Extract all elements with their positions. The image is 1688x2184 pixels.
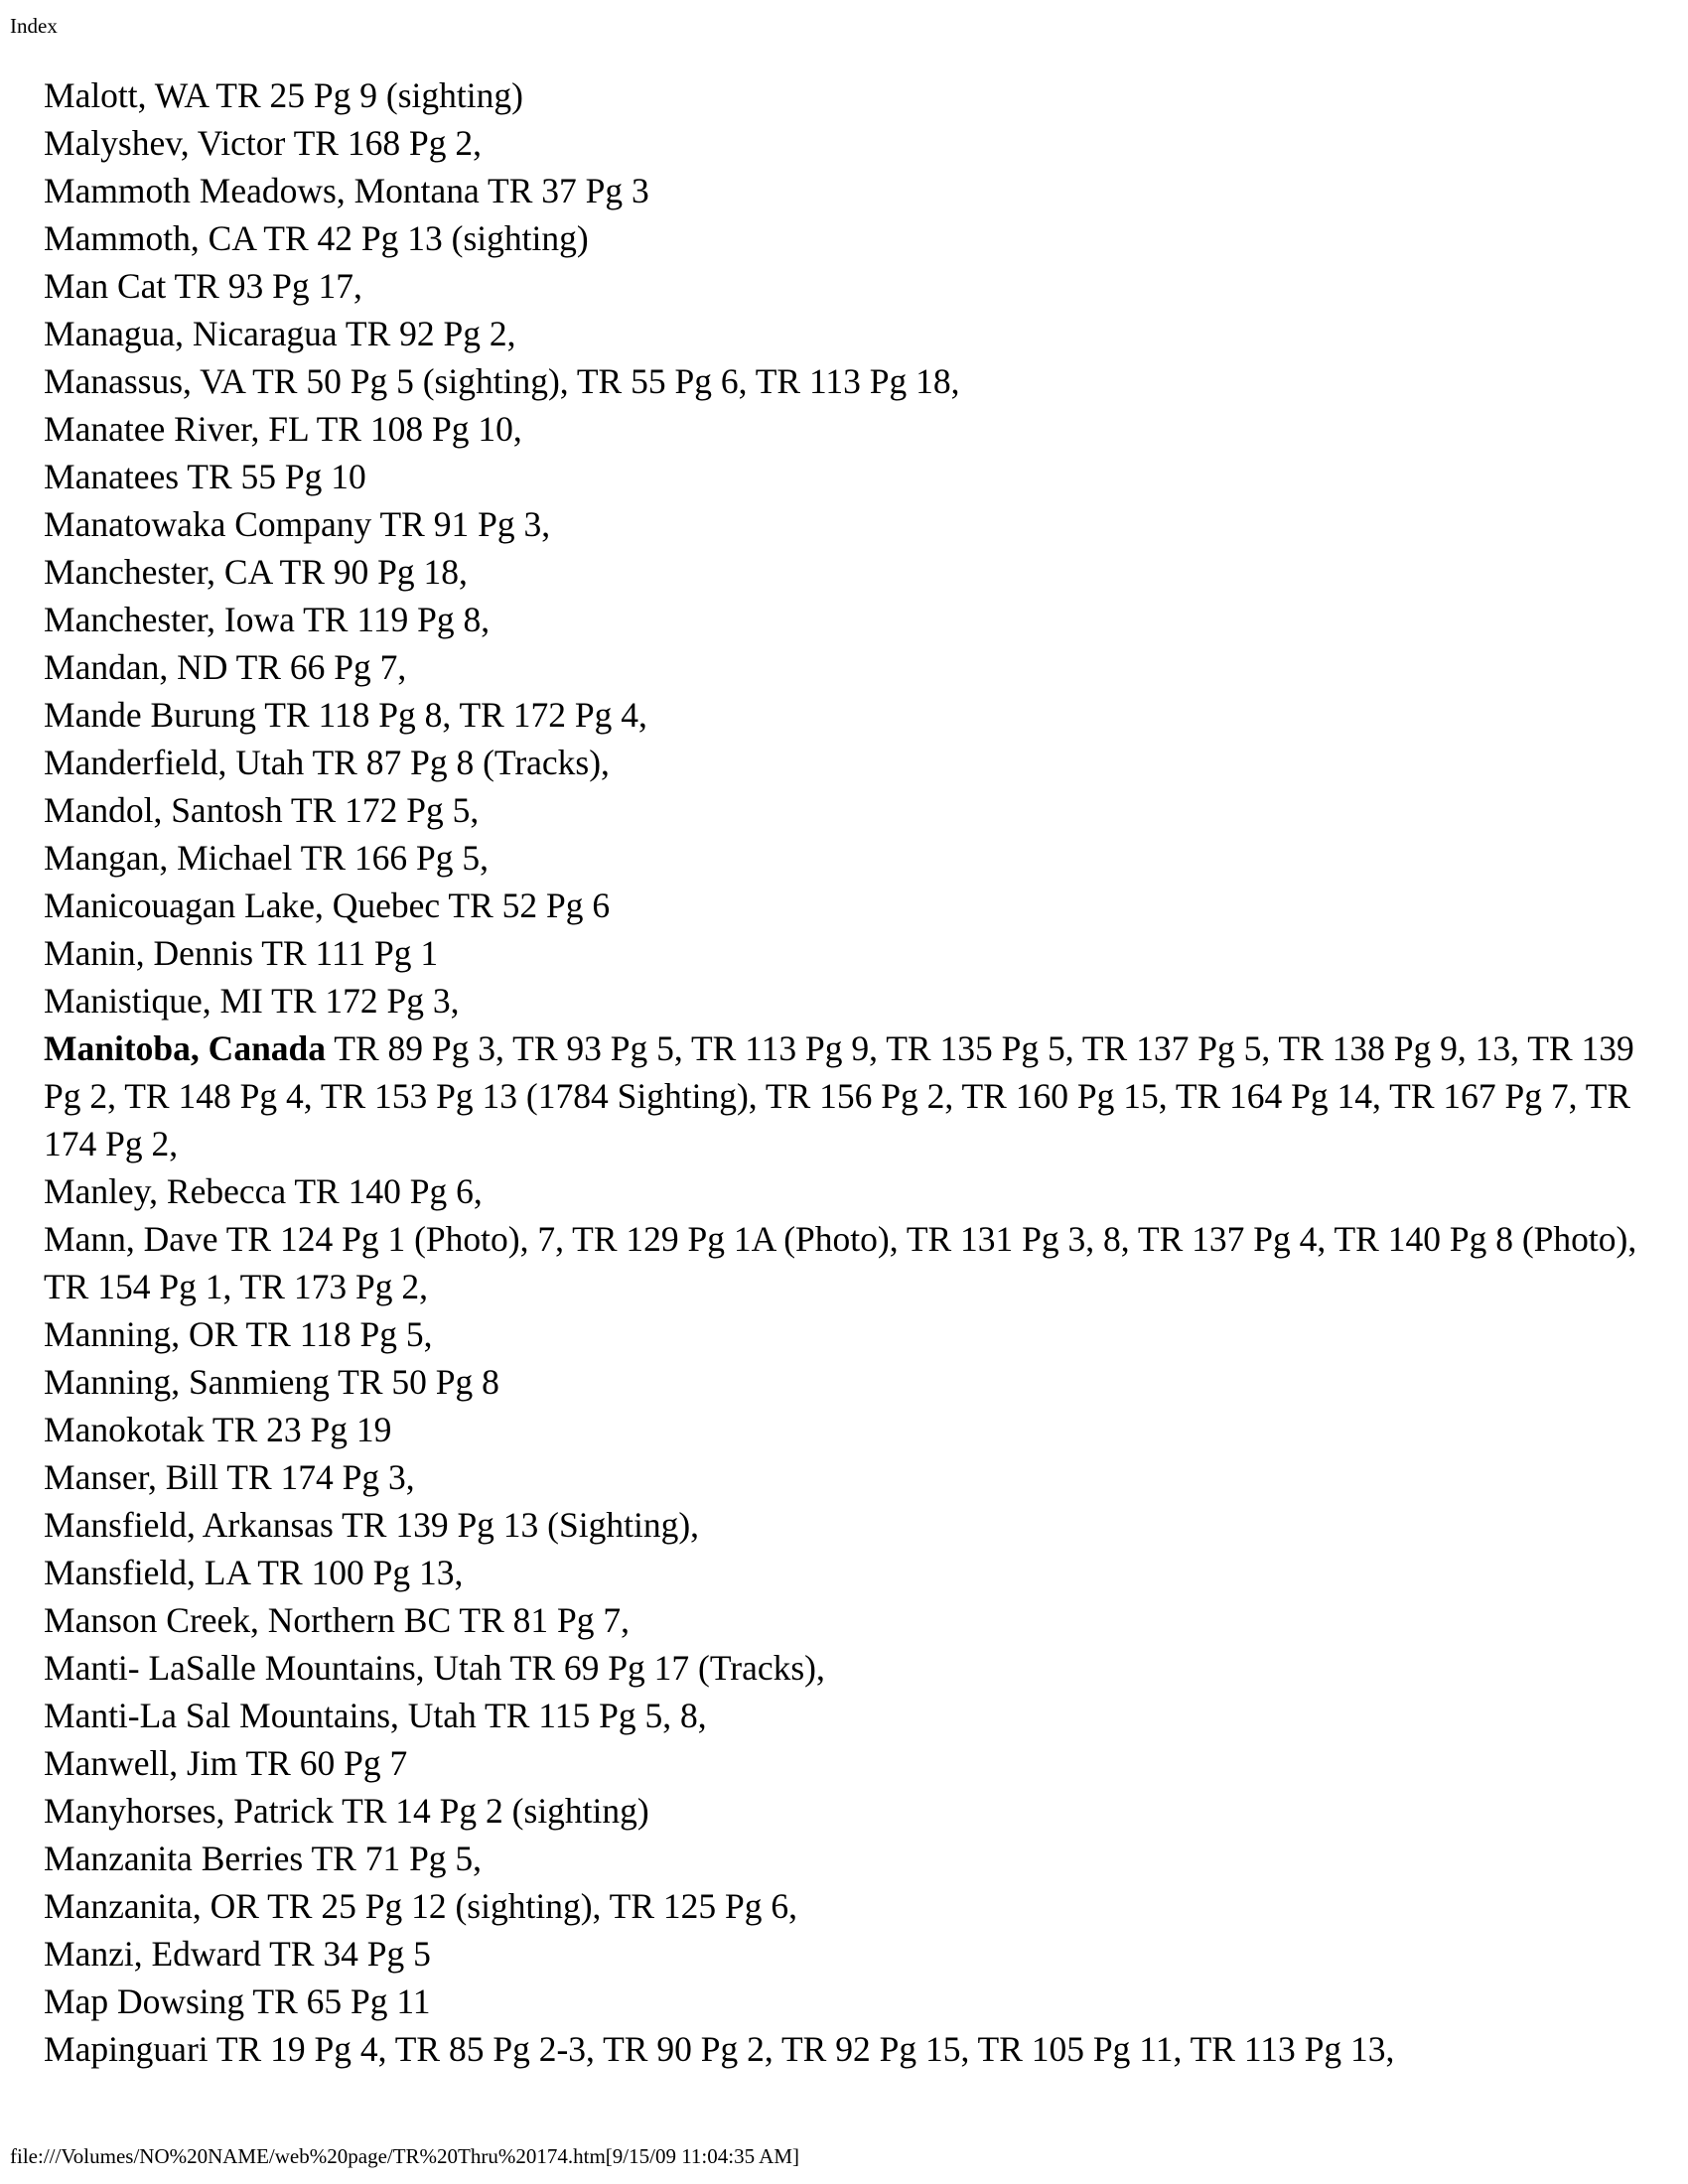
index-entry-references: , Utah TR 69 Pg 17 (Tracks), [415, 1648, 825, 1688]
index-entry [44, 1215, 1654, 1310]
index-entry-term: Manti-La Sal Mountains [44, 1696, 391, 1735]
index-entry [44, 1596, 1654, 1644]
index-entry-references: , Santosh TR 172 Pg 5, [153, 790, 480, 830]
index-entry-term: Manitoba, Canada [44, 1028, 327, 1068]
index-entry-term: Manistique [44, 981, 203, 1021]
index-entry [44, 1549, 1654, 1596]
index-entry-term: Mansfield [44, 1505, 187, 1545]
index-entry-references: , LA TR 100 Pg 13, [186, 1553, 464, 1592]
index-entry-term: Manchester [44, 552, 208, 592]
index-entry-references: , MI TR 172 Pg 3, [202, 981, 460, 1021]
index-entry-references: , Bill TR 174 Pg 3, [148, 1457, 415, 1497]
index-entry-term: Map Dowsing [44, 1981, 245, 2021]
index-entry-references: , Jim TR 60 Pg 7 [169, 1743, 408, 1783]
index-entry [44, 453, 1654, 500]
index-entry-term: Mammoth [44, 218, 191, 258]
index-entry-references: TR 91 Pg 3, [371, 504, 551, 544]
index-entry [44, 643, 1654, 691]
index-entry-term: Mangan [44, 838, 160, 878]
index-entry-term: Manning [44, 1362, 172, 1402]
index-entry [44, 834, 1654, 882]
index-entry [44, 1024, 1654, 1167]
index-entry [44, 1310, 1654, 1358]
index-entry-term: Manicouagan Lake [44, 886, 316, 925]
index-entry-references: , OR TR 25 Pg 12 (sighting), TR 125 Pg 6, [192, 1886, 797, 1926]
index-entry-references: , FL TR 108 Pg 10, [250, 409, 522, 449]
index-entry-term: Manchester [44, 600, 208, 639]
index-entry [44, 357, 1654, 405]
index-entry-references: TR 55 Pg 10 [179, 457, 366, 496]
index-entry-term: Manin [44, 933, 136, 973]
index-entry [44, 1835, 1654, 1882]
index-entry-references: , Northern BC TR 81 Pg 7, [250, 1600, 631, 1640]
index-entry [44, 167, 1654, 214]
index-entry-references: , Edward TR 34 Pg 5 [133, 1934, 431, 1974]
page-footer-url: file:///Volumes/NO%20NAME/web%20page/TR%20Thru%20174.htm[9/15/09 11:04:35 AM] [10, 2144, 800, 2168]
index-entry-term: Managua [44, 314, 176, 353]
index-entry-references: TR 19 Pg 4, TR 85 Pg 2-3, TR 90 Pg 2, TR 92 Pg 15, TR 105 Pg 11, TR 113 Pg 13, [208, 2029, 1395, 2069]
index-entry-term: Manokotak [44, 1410, 205, 1449]
index-entry-references: , VA TR 50 Pg 5 (sighting), TR 55 Pg 6, TR 113 Pg 18, [183, 361, 960, 401]
index-entry [44, 1978, 1654, 2025]
index-entry-references: , WA TR 25 Pg 9 (sighting) [137, 75, 523, 115]
index-entry-term: Manzanita Berries [44, 1839, 304, 1878]
index-entry [44, 1453, 1654, 1501]
index-entry-term: Mapinguari [44, 2029, 209, 2069]
index-entry-references: , Nicaragua TR 92 Pg 2, [175, 314, 516, 353]
index-entry [44, 71, 1654, 119]
index-entry-references: , CA TR 42 Pg 13 (sighting) [190, 218, 589, 258]
index-entry-references: , Utah TR 115 Pg 5, 8, [390, 1696, 707, 1735]
index-entry-references: TR 23 Pg 19 [204, 1410, 392, 1449]
index-entry [44, 739, 1654, 786]
index-entry-term: Manassus [44, 361, 184, 401]
index-entry [44, 548, 1654, 596]
index-entry-references: TR 65 Pg 11 [244, 1981, 431, 2021]
index-entry [44, 786, 1654, 834]
index-entry [44, 2025, 1654, 2073]
index-entry-references: , Quebec TR 52 Pg 6 [315, 886, 611, 925]
index-entry-term: Manti- LaSalle Mountains [44, 1648, 416, 1688]
page-header-title: Index [10, 14, 58, 38]
index-entry-term: Manyhorses [44, 1791, 216, 1831]
index-entry-list [44, 71, 1654, 2073]
index-entry [44, 405, 1654, 453]
index-entry-references: TR 89 Pg 3, TR 93 Pg 5, TR 113 Pg 9, TR 135 Pg 5, TR 137 Pg 5, TR 138 Pg 9, 13, TR 139 Pg 2, TR 148 Pg 4, TR 153 Pg 13 (1784 Sighting), TR 156 Pg 2, TR 160 Pg 15, TR 164 Pg 14, TR 167 Pg 7, TR 174 Pg 2, [44, 1028, 1634, 1163]
index-entry-references: , Victor TR 168 Pg 2, [180, 123, 482, 163]
index-entry [44, 1167, 1654, 1215]
index-entry [44, 310, 1654, 357]
index-entry-term: Manson Creek [44, 1600, 251, 1640]
index-entry [44, 1787, 1654, 1835]
index-entry [44, 882, 1654, 929]
index-entry-term: Mandol [44, 790, 154, 830]
index-entry-term: Manatee River [44, 409, 251, 449]
index-entry [44, 1930, 1654, 1978]
index-entry [44, 977, 1654, 1024]
index-entry-references: , Sanmieng TR 50 Pg 8 [171, 1362, 499, 1402]
index-entry [44, 1406, 1654, 1453]
index-entry-references: , Rebecca TR 140 Pg 6, [149, 1171, 483, 1211]
index-entry-references: , Dave TR 124 Pg 1 (Photo), 7, TR 129 Pg 1A (Photo), TR 131 Pg 3, 8, TR 137 Pg 4, TR 140 Pg 8 (Photo), TR 154 Pg 1, TR 173 Pg 2, [44, 1219, 1637, 1306]
index-entry [44, 691, 1654, 739]
index-entry-references: , Arkansas TR 139 Pg 13 (Sighting), [186, 1505, 700, 1545]
index-entry-term: Manzanita [44, 1886, 193, 1926]
index-entry [44, 1882, 1654, 1930]
index-entry-term: Man Cat [44, 266, 167, 306]
index-entry-references: , Michael TR 166 Pg 5, [159, 838, 489, 878]
index-entry-term: Manzi [44, 1934, 134, 1974]
index-entry-term: Manwell [44, 1743, 170, 1783]
index-entry-references: , Montana TR 37 Pg 3 [336, 171, 649, 210]
index-entry-term: Manley [44, 1171, 150, 1211]
index-entry-references: , Utah TR 87 Pg 8 (Tracks), [217, 743, 610, 782]
index-entry-references: , Iowa TR 119 Pg 8, [207, 600, 491, 639]
index-entry [44, 1692, 1654, 1739]
index-entry [44, 1739, 1654, 1787]
index-entry [44, 500, 1654, 548]
index-entry-term: Manatees [44, 457, 180, 496]
index-entry-references: , Patrick TR 14 Pg 2 (sighting) [215, 1791, 649, 1831]
index-entry [44, 929, 1654, 977]
index-entry-term: Mansfield [44, 1553, 187, 1592]
index-entry [44, 119, 1654, 167]
index-entry-term: Mandan [44, 647, 160, 687]
index-entry [44, 1501, 1654, 1549]
index-entry [44, 1644, 1654, 1692]
index-entry-references: TR 71 Pg 5, [303, 1839, 483, 1878]
index-entry-term: Mande Burung [44, 695, 256, 735]
index-entry-references: TR 93 Pg 17, [166, 266, 362, 306]
index-entry-references: , CA TR 90 Pg 18, [207, 552, 468, 592]
index-entry [44, 214, 1654, 262]
index-entry-references: , Dennis TR 111 Pg 1 [135, 933, 439, 973]
index-entry-term: Manatowaka Company [44, 504, 372, 544]
index-entry-term: Manderfield [44, 743, 218, 782]
index-entry [44, 1358, 1654, 1406]
index-entry [44, 596, 1654, 643]
index-entry-references: TR 118 Pg 8, TR 172 Pg 4, [255, 695, 647, 735]
index-entry-references: , OR TR 118 Pg 5, [171, 1314, 433, 1354]
index-entry-term: Manser [44, 1457, 149, 1497]
index-entry-term: Mann [44, 1219, 126, 1259]
index-entry-term: Malyshev [44, 123, 181, 163]
index-entry-term: Manning [44, 1314, 172, 1354]
index-entry-term: Malott [44, 75, 138, 115]
index-entry-references: , ND TR 66 Pg 7, [159, 647, 407, 687]
index-entry [44, 262, 1654, 310]
index-entry-term: Mammoth Meadows [44, 171, 337, 210]
